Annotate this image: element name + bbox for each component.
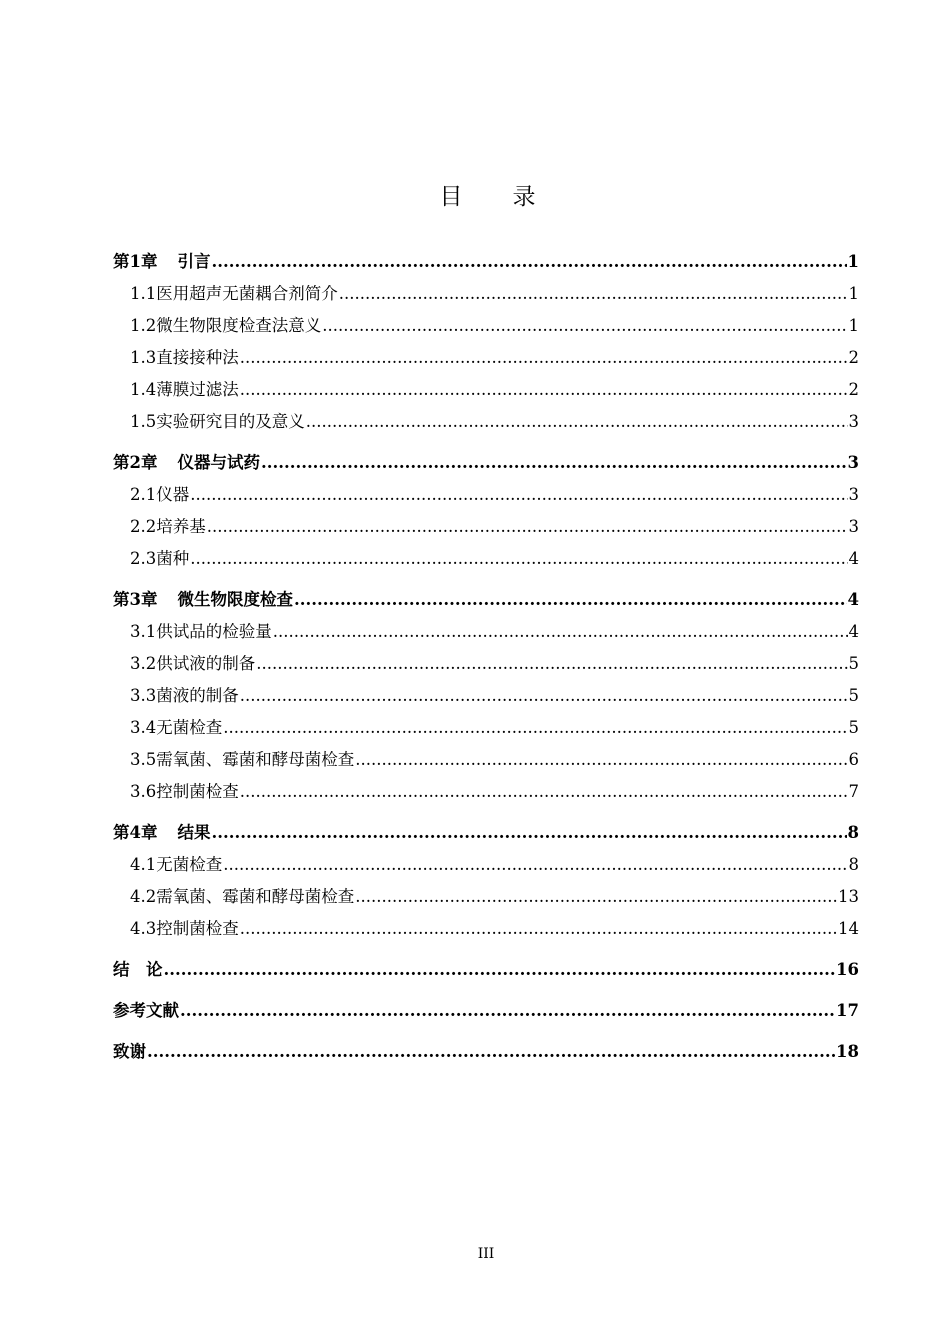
toc-entry-number: 3.2 — [130, 654, 157, 673]
toc-entry-page: 14 — [838, 919, 859, 938]
toc-entry-number: 3.3 — [130, 686, 157, 705]
toc-entry-page: 7 — [848, 782, 859, 801]
toc-entry-label: 控制菌检查 — [156, 919, 239, 938]
toc-section-entry[interactable] — [113, 543, 859, 575]
toc-entry-page: 4 — [848, 622, 859, 641]
toc-dot-leader — [223, 849, 847, 881]
toc-entry-label: 供试品的检验量 — [156, 622, 272, 641]
toc-entry-number: 1.3 — [130, 348, 157, 367]
toc-entry-number: 3.6 — [130, 782, 157, 801]
toc-entry-label: 实验研究目的及意义 — [156, 412, 305, 431]
page-title — [0, 178, 950, 211]
toc-entry-page: 2 — [848, 380, 859, 399]
toc-entry-page: 1 — [848, 316, 859, 335]
toc-dot-leader — [180, 995, 835, 1027]
toc-entry-label: 薄膜过滤法 — [156, 380, 239, 399]
toc-dot-leader — [240, 913, 837, 945]
toc-entry-page: 3 — [848, 412, 859, 431]
toc-entry-page: 17 — [836, 1001, 859, 1020]
toc-entry-number: 4.3 — [130, 919, 157, 938]
toc-entry-label: 致谢 — [113, 1042, 146, 1061]
toc-entry-label: 仪器 — [156, 485, 190, 504]
toc-chapter-entry[interactable] — [113, 584, 859, 616]
toc-dot-leader — [207, 511, 848, 543]
toc-entry-label: 菌液的制备 — [156, 686, 239, 705]
toc-entry-page: 18 — [836, 1042, 859, 1061]
toc-entry-number: 2.1 — [130, 485, 157, 504]
toc-entry-label: 引言 — [177, 252, 211, 271]
toc-dot-leader — [355, 881, 837, 913]
toc-chapter-entry[interactable] — [113, 246, 859, 278]
toc-entry-label: 需氧菌、霉菌和酵母菌检查 — [156, 887, 355, 906]
toc-entry-page: 1 — [848, 284, 859, 303]
toc-entry-label: 控制菌检查 — [156, 782, 239, 801]
toc-entry-number: 4.2 — [130, 887, 157, 906]
toc-entry-page: 16 — [836, 960, 859, 979]
toc-section-entry[interactable] — [113, 278, 859, 310]
toc-entry-number: 2.2 — [130, 517, 157, 536]
toc-chapter-entry[interactable] — [113, 447, 859, 479]
toc-entry-label: 结果 — [177, 823, 211, 842]
toc-entry-label: 仪器与试药 — [177, 453, 260, 472]
toc-entry-label: 结 论 — [113, 960, 163, 979]
toc-entry-page: 3 — [847, 453, 859, 472]
toc-dot-leader — [240, 342, 848, 374]
toc-section-entry[interactable] — [113, 406, 859, 438]
toc-entry-number: 1.1 — [130, 284, 157, 303]
toc-section-entry[interactable] — [113, 342, 859, 374]
toc-entry-page: 5 — [848, 718, 859, 737]
toc-entry-number: 3.4 — [130, 718, 157, 737]
toc-entry-page: 8 — [848, 855, 859, 874]
toc-entry-page: 6 — [848, 750, 859, 769]
toc-section-entry[interactable] — [113, 479, 859, 511]
toc-entry-page: 4 — [848, 549, 859, 568]
toc-entry-page: 8 — [847, 823, 859, 842]
toc-section-entry[interactable] — [113, 712, 859, 744]
toc-entry-page: 13 — [838, 887, 859, 906]
toc-dot-leader — [294, 584, 847, 616]
toc-dot-leader — [211, 817, 846, 849]
toc-dot-leader — [190, 479, 847, 511]
toc-section-entry[interactable] — [113, 881, 859, 913]
toc-dot-leader — [223, 712, 847, 744]
toc-section-entry[interactable] — [113, 511, 859, 543]
toc-entry-label: 需氧菌、霉菌和酵母菌检查 — [156, 750, 355, 769]
toc-entry-number: 第4章 — [113, 823, 158, 842]
toc-entry-number: 第1章 — [113, 252, 158, 271]
toc-dot-leader — [256, 648, 847, 680]
toc-chapter-entry[interactable] — [113, 1036, 859, 1068]
toc-dot-leader — [240, 776, 848, 808]
toc-chapter-entry[interactable] — [113, 817, 859, 849]
toc-entry-page: 2 — [848, 348, 859, 367]
toc-entry-number: 1.4 — [130, 380, 157, 399]
toc-chapter-entry[interactable] — [113, 954, 859, 986]
toc-entry-number: 3.5 — [130, 750, 157, 769]
toc-dot-leader — [261, 447, 847, 479]
toc-dot-leader — [190, 543, 847, 575]
toc-entry-label: 无菌检查 — [156, 718, 223, 737]
toc-dot-leader — [240, 680, 848, 712]
toc-dot-leader — [273, 616, 848, 648]
toc-section-entry[interactable] — [113, 849, 859, 881]
toc-entry-label: 培养基 — [156, 517, 206, 536]
toc-section-entry[interactable] — [113, 744, 859, 776]
toc-section-entry[interactable] — [113, 616, 859, 648]
toc-dot-leader — [322, 310, 847, 342]
toc-entry-label: 供试液的制备 — [156, 654, 256, 673]
toc-entry-label: 菌种 — [156, 549, 190, 568]
toc-entry-number: 2.3 — [130, 549, 157, 568]
toc-section-entry[interactable] — [113, 680, 859, 712]
toc-entry-label: 医用超声无菌耦合剂简介 — [156, 284, 338, 303]
toc-entry-page: 4 — [847, 590, 859, 609]
toc-dot-leader — [147, 1036, 835, 1068]
toc-dot-leader — [164, 954, 836, 986]
toc-dot-leader — [355, 744, 847, 776]
toc-section-entry[interactable] — [113, 310, 859, 342]
toc-entry-page: 3 — [848, 485, 859, 504]
toc-chapter-entry[interactable] — [113, 995, 859, 1027]
toc-entry-number: 1.2 — [130, 316, 157, 335]
toc-dot-leader — [211, 246, 846, 278]
page-number-footer: III — [477, 1246, 495, 1262]
toc-entry-label: 微生物限度检查 — [177, 590, 293, 609]
toc-section-entry[interactable] — [113, 776, 859, 808]
toc-entry-page: 5 — [848, 686, 859, 705]
toc-entry-page: 3 — [848, 517, 859, 536]
toc-entry-number: 4.1 — [130, 855, 157, 874]
toc-entry-page: 5 — [848, 654, 859, 673]
toc-entry-label: 无菌检查 — [156, 855, 223, 874]
title-char-1: 目 — [439, 184, 463, 210]
toc-entry-number: 3.1 — [130, 622, 157, 641]
toc-section-entry[interactable] — [113, 913, 859, 945]
toc-dot-leader — [240, 374, 848, 406]
table-of-contents — [113, 246, 859, 1068]
toc-entry-number: 第2章 — [113, 453, 158, 472]
toc-entry-label: 参考文献 — [113, 1001, 179, 1020]
toc-section-entry[interactable] — [113, 648, 859, 680]
toc-entry-label: 微生物限度检查法意义 — [156, 316, 322, 335]
toc-section-entry[interactable] — [113, 374, 859, 406]
toc-entry-number: 1.5 — [130, 412, 157, 431]
toc-dot-leader — [339, 278, 848, 310]
toc-entry-page: 1 — [847, 252, 859, 271]
toc-dot-leader — [306, 406, 848, 438]
toc-entry-label: 直接接种法 — [156, 348, 239, 367]
toc-entry-number: 第3章 — [113, 590, 158, 609]
title-char-2: 录 — [512, 184, 536, 210]
